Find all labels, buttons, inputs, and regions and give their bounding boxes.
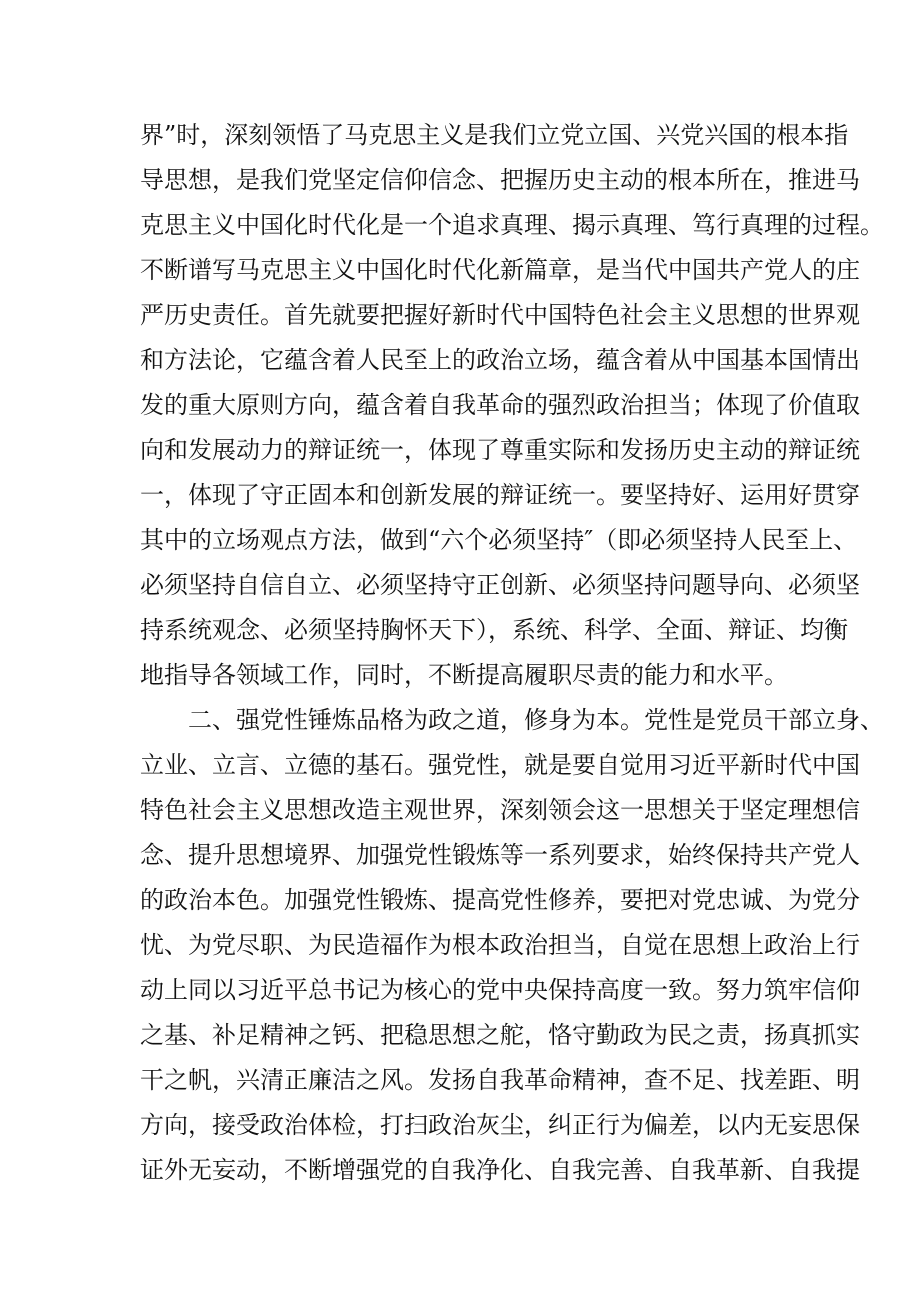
text-line: 之基、补足精神之钙、把稳思想之舵，恪守勤政为民之责，扬真抓实 <box>140 1021 860 1049</box>
text-line: 导思想，是我们党坚定信仰信念、把握历史主动的根本所在，推进马 <box>140 166 860 194</box>
text-line: 证外无妄动，不断增强党的自我净化、自我完善、自我革新、自我提 <box>140 1156 860 1184</box>
paragraph-2 <box>140 698 884 1193</box>
text-line: 二、强党性锤炼品格为政之道，修身为本。党性是党员干部立身、 <box>188 706 884 734</box>
text-line: 动上同以习近平总书记为核心的党中央保持高度一致。努力筑牢信仰 <box>140 976 860 1004</box>
text-line: 持系统观念、必须坚持胸怀天下），系统、科学、全面、辩证、均衡 <box>140 616 848 644</box>
body-text <box>140 113 884 1193</box>
text-line: 地指导各领域工作，同时，不断提高履职尽责的能力和水平。 <box>140 661 788 689</box>
text-line: 发的重大原则方向，蕴含着自我革命的强烈政治担当；体现了价值取 <box>140 391 860 419</box>
text-line: 必须坚持自信自立、必须坚持守正创新、必须坚持问题导向、必须坚 <box>140 571 860 599</box>
text-line: 界”时，深刻领悟了马克思主义是我们立党立国、兴党兴国的根本指 <box>140 121 849 149</box>
text-line: 忧、为党尽职、为民造福作为根本政治担当，自觉在思想上政治上行 <box>140 931 860 959</box>
text-line: 的政治本色。加强党性锻炼、提高党性修养，要把对党忠诚、为党分 <box>140 886 860 914</box>
text-line: 和方法论，它蕴含着人民至上的政治立场，蕴含着从中国基本国情出 <box>140 346 860 374</box>
text-line: 其中的立场观点方法，做到“六个必须坚持″（即必须坚持人民至上、 <box>140 526 858 554</box>
text-line: 严历史责任。首先就要把握好新时代中国特色社会主义思想的世界观 <box>140 301 860 329</box>
text-line: 克思主义中国化时代化是一个追求真理、揭示真理、笃行真理的过程。 <box>140 211 884 239</box>
text-line: 不断谱写马克思主义中国化时代化新篇章，是当代中国共产党人的庄 <box>140 256 860 284</box>
text-line: 向和发展动力的辩证统一，体现了尊重实际和发扬历史主动的辩证统 <box>140 436 860 464</box>
text-line: 特色社会主义思想改造主观世界，深刻领会这一思想关于坚定理想信 <box>140 796 860 824</box>
text-line: 方向，接受政治体检，打扫政治灰尘，纠正行为偏差，以内无妄思保 <box>140 1111 860 1139</box>
text-line: 一，体现了守正固本和创新发展的辩证统一。要坚持好、运用好贯穿 <box>140 481 860 509</box>
text-line: 干之帆，兴清正廉洁之风。发扬自我革命精神，查不足、找差距、明 <box>140 1066 860 1094</box>
text-line: 立业、立言、立德的基石。强党性，就是要自觉用习近平新时代中国 <box>140 751 860 779</box>
paragraph-1 <box>140 113 884 698</box>
text-line: 念、提升思想境界、加强党性锻炼等一系列要求，始终保持共产党人 <box>140 841 860 869</box>
